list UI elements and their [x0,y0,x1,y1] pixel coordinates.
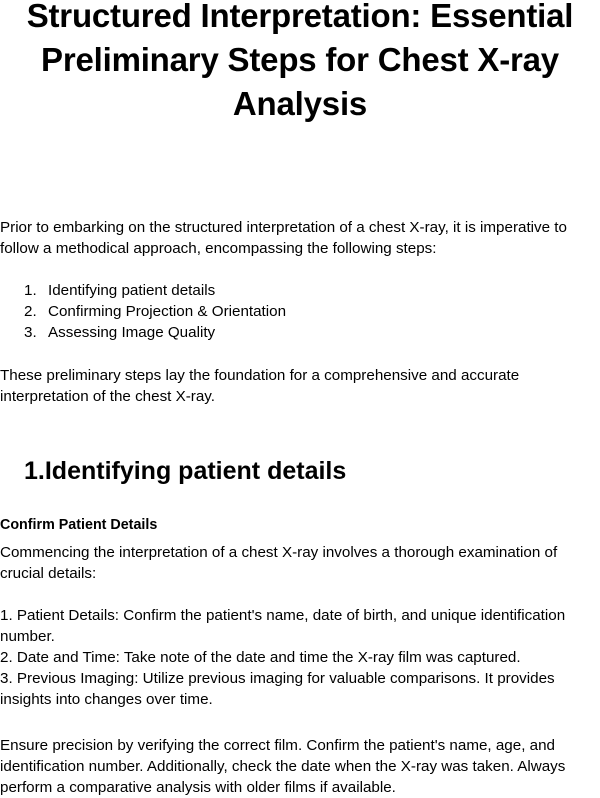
list-item-number: 2. [24,303,37,320]
list-item-number: 3. [24,324,37,341]
section-heading: 1.Identifying patient details [24,457,347,485]
list-item: 1. Patient Details: Confirm the patient's name, date of birth, and unique identification number. [0,607,566,645]
list-item: 3. Previous Imaging: Utilize previous imaging for valuable comparisons. It provides insights into changes over time. [0,670,555,708]
list-item-number: 1. [24,282,37,299]
patient-details-list [0,605,600,710]
list-item [0,322,600,343]
list-item [0,280,600,301]
summary-paragraph: These preliminary steps lay the foundation for a comprehensive and accurate interpretation of the chest X-ray. [0,367,520,405]
list-item-label: Identifying patient details [48,282,216,299]
list-item-label: Confirming Projection & Orientation [48,303,287,320]
list-item-label: Assessing Image Quality [48,324,216,341]
section-subheading: Confirm Patient Details [0,517,158,533]
section-intro-paragraph: Commencing the interpretation of a chest X-ray involves a thorough examination of crucial details: [0,544,558,582]
closing-paragraph: Ensure precision by verifying the correct film. Confirm the patient's name, age, and identification number. Additionally, check the date when the X-ray was taken. Always perform a comparative analysis with older films if available. [0,737,566,796]
page-title: Structured Interpretation: Essential Preliminary Steps for Chest X-ray Analysis [26,0,574,122]
list-item: 2. Date and Time: Take note of the date and time the X-ray film was captured. [0,649,521,666]
list-item [0,301,600,322]
intro-paragraph: Prior to embarking on the structured interpretation of a chest X-ray, it is imperative to follow a methodical approach, encompassing the following steps: [0,219,567,257]
preliminary-steps-list [0,280,600,343]
